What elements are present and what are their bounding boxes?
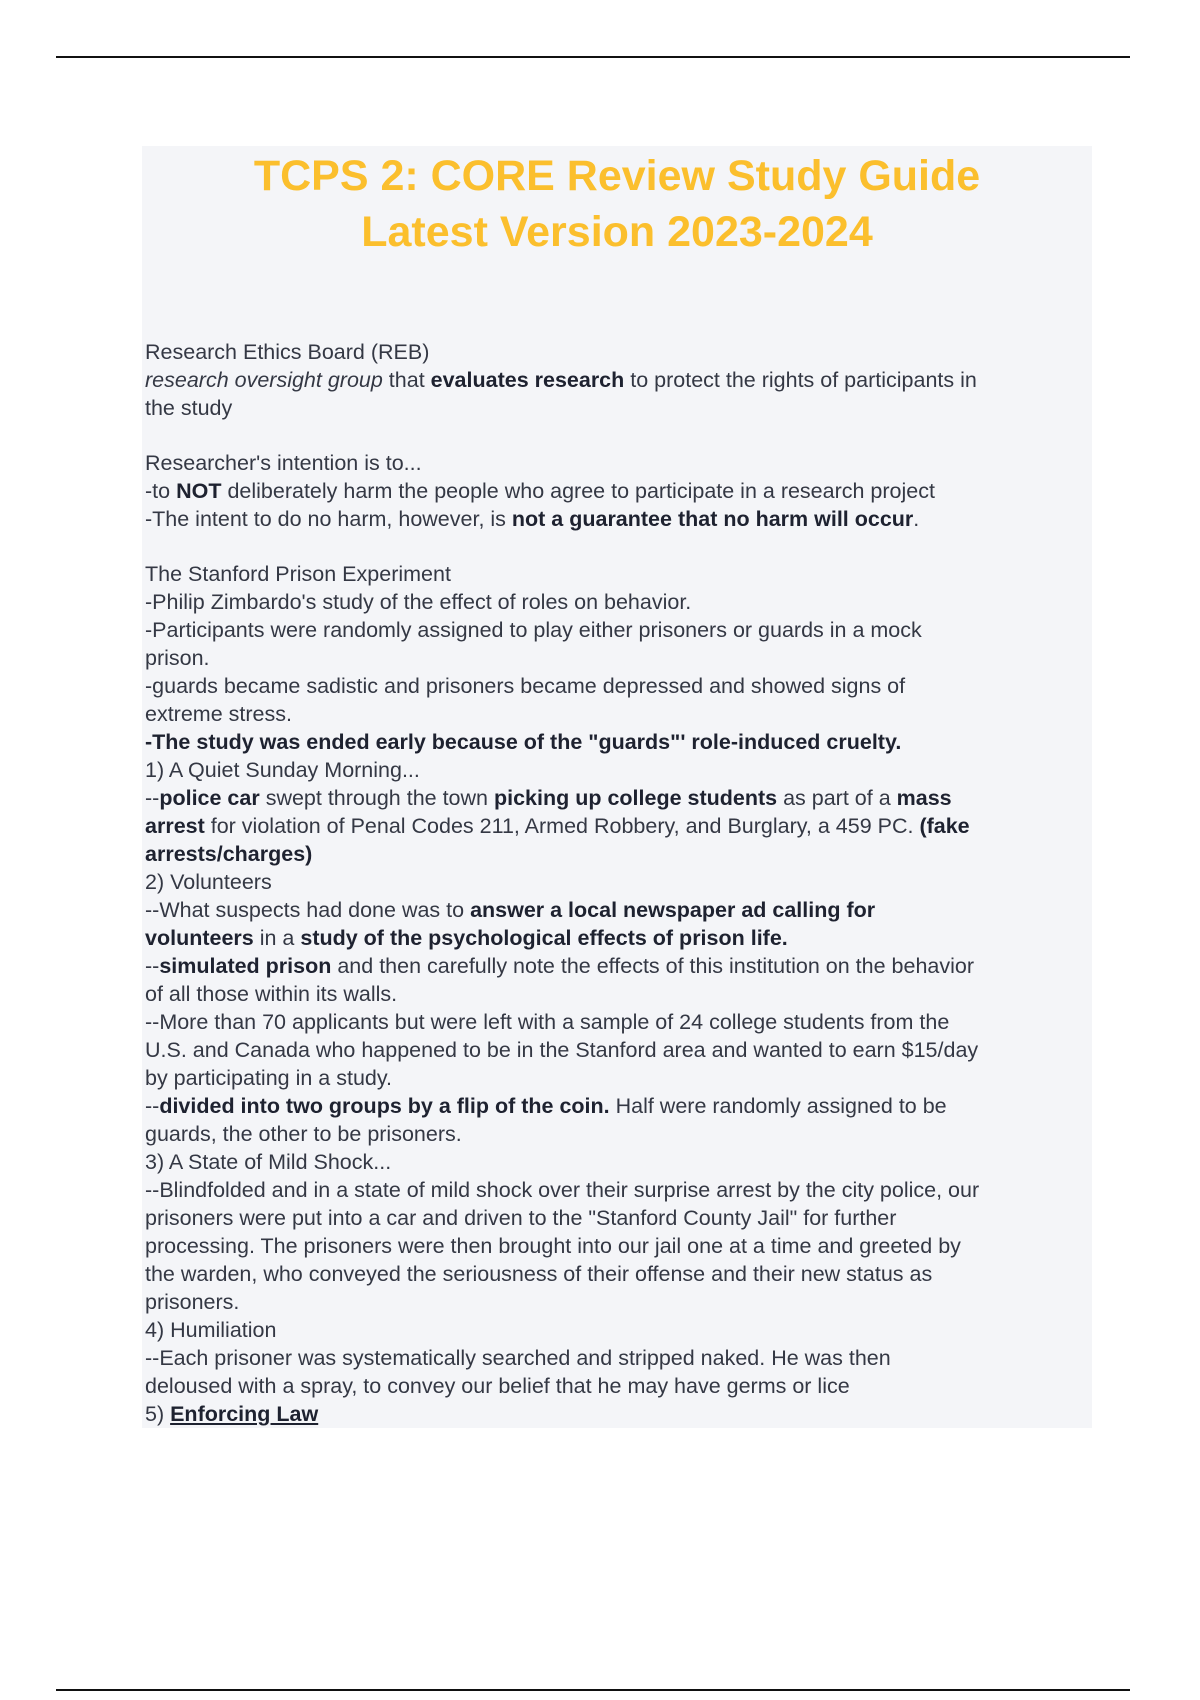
title-line-1: TCPS 2: CORE Review Study Guide [253,152,981,200]
section-2-line: --simulated prison and then carefully note the effects of this institution on the behavior [145,954,975,978]
section-3-line: prisoners. [145,1290,240,1314]
section-5-heading: 5) Enforcing Law [145,1402,319,1426]
reb-definition-line-1: research oversight group that evaluates research to protect the rights of participants in [145,368,977,392]
section-2-line: --What suspects had done was to answer a local newspaper ad calling for [145,898,876,922]
section-2-line: --divided into two groups by a flip of the coin. Half were randomly assigned to be [145,1094,947,1118]
section-2-line: volunteers in a study of the psychological effects of prison life. [145,926,788,950]
intention-heading: Researcher's intention is to... [145,451,422,475]
section-1-heading: 1) A Quiet Sunday Morning... [145,758,420,782]
section-3-line: prisoners were put into a car and driven to the "Stanford County Jail" for further [145,1206,897,1230]
section-2-line: U.S. and Canada who happened to be in the Stanford area and wanted to earn $15/day [145,1038,979,1062]
stanford-line: -guards became sadistic and prisoners became depressed and showed signs of [145,674,906,698]
section-1-line: arrest for violation of Penal Codes 211, Armed Robbery, and Burglary, a 459 PC. (fake [145,814,970,838]
section-1-line: --police car swept through the town picking up college students as part of a mass [145,786,952,810]
intention-line-2: -The intent to do no harm, however, is not a guarantee that no harm will occur. [145,507,920,531]
section-2-heading: 2) Volunteers [145,870,272,894]
section-4-line: deloused with a spray, to convey our belief that he may have germs or lice [145,1374,850,1398]
section-1-line: arrests/charges) [145,842,313,866]
stanford-line: -Participants were randomly assigned to play either prisoners or guards in a mock [145,618,922,642]
title-line-2: Latest Version 2023-2024 [361,208,873,256]
bottom-rule [56,1689,1130,1691]
stanford-line: prison. [145,646,210,670]
document-body [145,338,1090,1428]
section-2-line: --More than 70 applicants but were left with a sample of 24 college students from the [145,1010,950,1034]
section-3-line: --Blindfolded and in a state of mild shock over their surprise arrest by the city police, our [145,1178,980,1202]
stanford-heading: The Stanford Prison Experiment [145,562,451,586]
stanford-conclusion: -The study was ended early because of the "guards"' role-induced cruelty. [145,730,902,754]
section-4-line: --Each prisoner was systematically searched and stripped naked. He was then [145,1346,891,1370]
reb-heading: Research Ethics Board (REB) [145,340,430,364]
stanford-line: extreme stress. [145,702,292,726]
reb-definition-line-2: the study [145,396,233,420]
enforcing-law-link[interactable]: Enforcing Law [170,1402,319,1426]
document-title [142,148,1092,260]
section-3-line: the warden, who conveyed the seriousness of their offense and their new status as [145,1262,933,1286]
section-2-line: by participating in a study. [145,1066,392,1090]
intention-line-1: -to NOT deliberately harm the people who agree to participate in a research project [145,479,935,503]
section-3-line: processing. The prisoners were then brought into our jail one at a time and greeted by [145,1234,961,1258]
section-3-heading: 3) A State of Mild Shock... [145,1150,392,1174]
top-rule [56,56,1130,58]
section-2-line: guards, the other to be prisoners. [145,1122,462,1146]
stanford-line: -Philip Zimbardo's study of the effect of roles on behavior. [145,590,692,614]
section-4-heading: 4) Humiliation [145,1318,277,1342]
section-2-line: of all those within its walls. [145,982,398,1006]
